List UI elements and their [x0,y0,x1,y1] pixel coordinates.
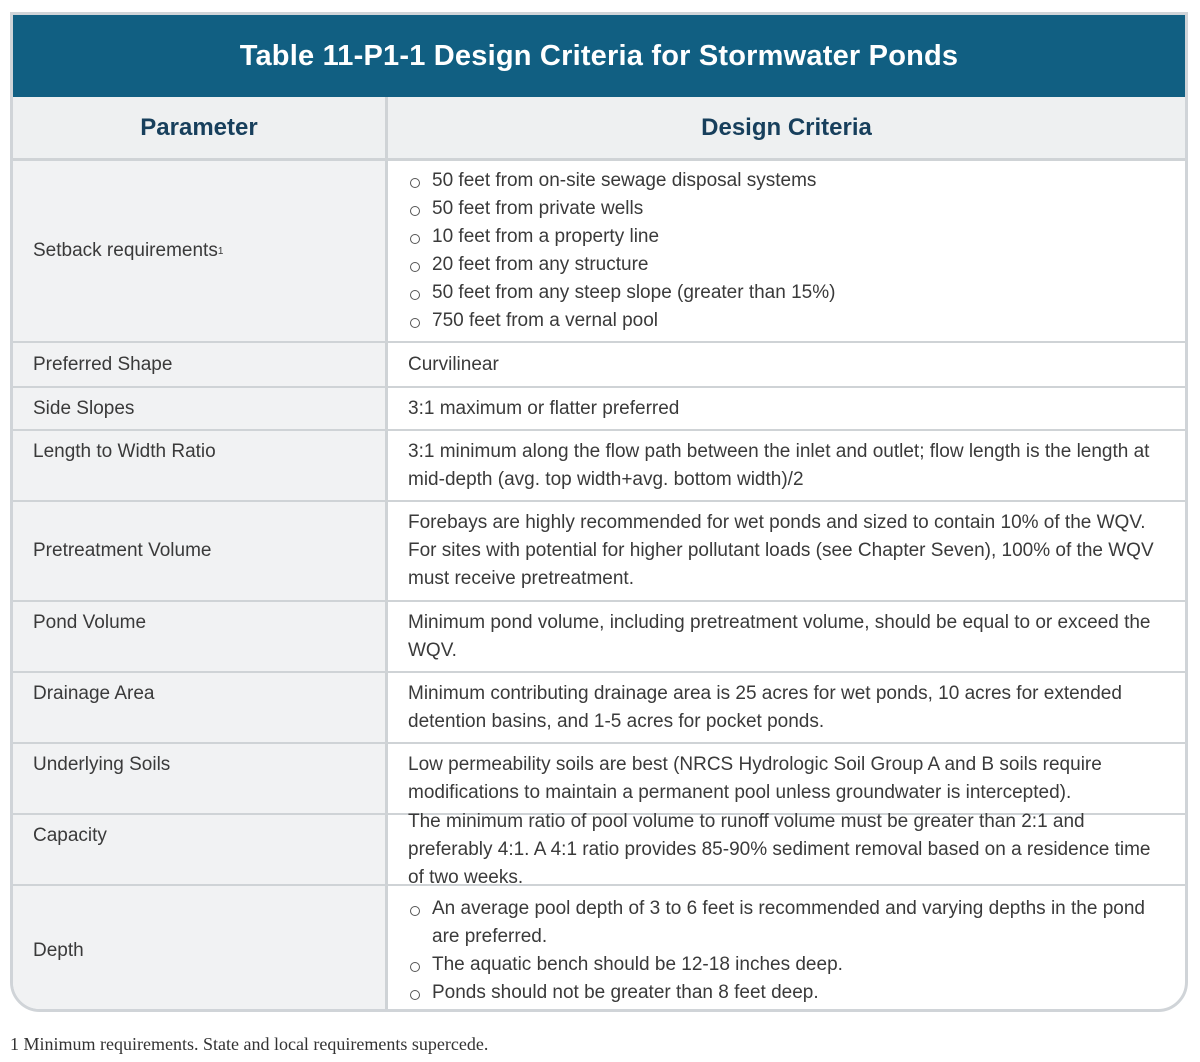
table-row [13,388,1185,431]
row-parameter: Length to Width Ratio [13,431,388,500]
list-item: Ponds should not be greater than 8 feet deep. [408,979,1169,1007]
header-parameter: Parameter [13,97,388,158]
row-parameter: Depth [13,886,388,1012]
row-parameter: Underlying Soils [13,744,388,813]
list-item: 50 feet from private wells [408,195,1169,223]
circle-bullet-icon [410,962,420,972]
table-row [13,810,1185,888]
list-item: An average pool depth of 3 to 6 feet is recommended and varying depths in the pond are preferred. [408,895,1169,951]
list-item: 20 feet from any structure [408,251,1169,279]
footnote-marker: 1 [217,245,224,257]
circle-bullet-icon [410,206,420,216]
row-criteria: 3:1 minimum along the flow path between the inlet and outlet; flow length is the length at mid-depth (avg. top width+avg. bottom width)/2 [408,440,1150,490]
row-criteria: Low permeability soils are best (NRCS Hydrologic Soil Group A and B soils require modifications to maintain a permanent pool unless groundwater is intercepted). [408,753,1102,803]
list-item: The aquatic bench should be 12-18 inches deep. [408,951,1169,979]
circle-bullet-icon [410,990,420,1000]
row-parameter: Preferred Shape [13,343,388,386]
row-parameter: Pond Volume [13,602,388,671]
circle-bullet-icon [410,906,420,916]
row-criteria: The minimum ratio of pool volume to runoff volume must be greater than 2:1 and preferably 4:1. A 4:1 ratio provides 85-90% sediment removal based on a residence time of two weeks. [408,810,1151,888]
row-criteria: Minimum pond volume, including pretreatment volume, should be equal to or exceed the WQV. [408,611,1151,661]
list-item: 750 feet from a vernal pool [408,307,1169,335]
circle-bullet-icon [410,262,420,272]
circle-bullet-icon [410,318,420,328]
row-criteria: 3:1 maximum or flatter preferred [408,397,680,419]
row-parameter: Capacity [13,815,388,884]
parameter-label: Setback requirements [33,240,218,261]
table-row [13,886,1185,1012]
row-parameter [13,161,388,341]
table-row [13,502,1185,602]
list-item: 10 feet from a property line [408,223,1169,251]
row-parameter: Pretreatment Volume [13,502,388,600]
row-criteria [388,161,1185,341]
circle-bullet-icon [410,178,420,188]
row-criteria: Forebays are highly recommended for wet ponds and sized to contain 10% of the WQV. For sites with potential for higher pollutant loads (see Chapter Seven), 100% of the WQV must receive pretreatment. [408,512,1154,589]
list-item: 50 feet from any steep slope (greater than 15%) [408,279,1169,307]
row-parameter: Drainage Area [13,673,388,742]
table-row [13,161,1185,343]
table-title: Table 11-P1-1 Design Criteria for Stormwater Ponds [13,15,1185,97]
footnote: 1 Minimum requirements. State and local requirements supercede. [10,1034,489,1054]
table-header-row [13,97,1185,161]
table-row [13,431,1185,502]
table-row [13,343,1185,388]
design-criteria-table [10,12,1188,1012]
circle-bullet-icon [410,234,420,244]
table-row [13,602,1185,673]
header-design-criteria: Design Criteria [701,113,872,141]
row-criteria: Minimum contributing drainage area is 25 acres for wet ponds, 10 acres for extended detention basins, and 1-5 acres for pocket ponds. [408,682,1122,732]
table-row [13,744,1185,815]
row-parameter: Side Slopes [13,388,388,429]
row-criteria: Curvilinear [408,353,499,375]
list-item: 50 feet from on-site sewage disposal systems [408,167,1169,195]
circle-bullet-icon [410,290,420,300]
row-criteria [388,886,1185,1012]
table-row [13,673,1185,744]
